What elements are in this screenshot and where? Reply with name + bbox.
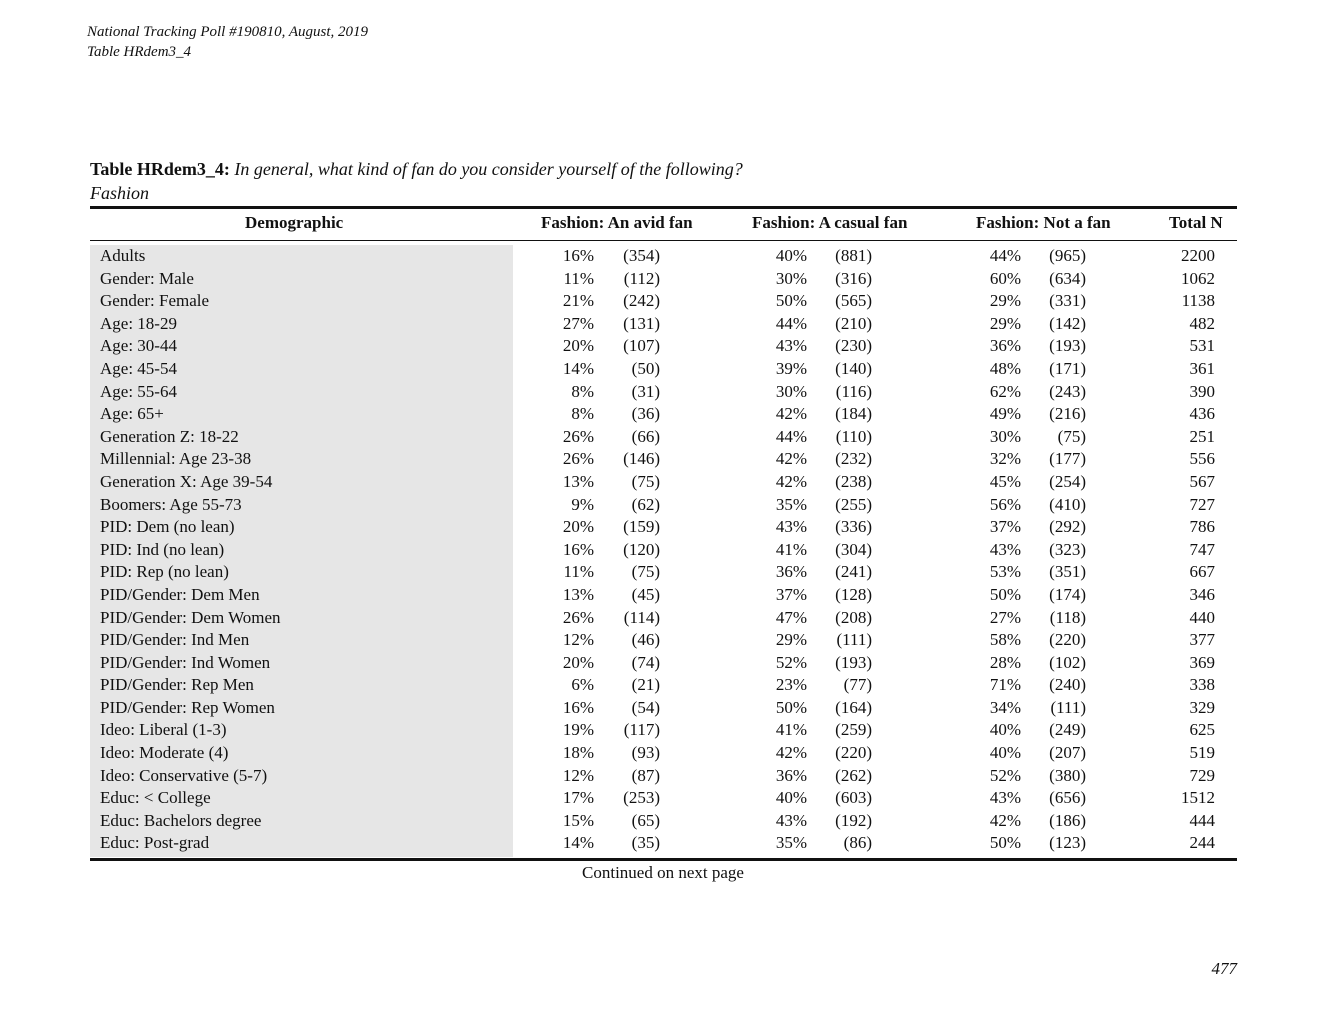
casual-percent: 30% (775, 268, 807, 288)
table-row (0, 765, 1320, 788)
total-n: 436 (1189, 404, 1215, 424)
avid-count: (131) (623, 313, 660, 333)
table-row (0, 245, 1320, 268)
not-fan-count: (656) (1049, 788, 1086, 808)
casual-count: (128) (835, 584, 872, 604)
casual-percent: 29% (775, 630, 807, 650)
casual-count: (304) (835, 539, 872, 559)
casual-count: (220) (835, 743, 872, 763)
avid-count: (253) (623, 788, 660, 808)
row-label: Educ: Bachelors degree (100, 810, 262, 830)
avid-percent: 16% (562, 246, 594, 265)
avid-count: (66) (631, 426, 660, 446)
not-fan-count: (380) (1049, 765, 1086, 785)
not-fan-percent: 62% (989, 381, 1021, 401)
table-row (0, 381, 1320, 404)
table-row (0, 810, 1320, 833)
avid-count: (62) (631, 494, 660, 514)
not-fan-percent: 30% (989, 426, 1021, 446)
avid-percent: 9% (571, 494, 594, 514)
table-row (0, 313, 1320, 336)
table-row (0, 652, 1320, 675)
casual-count: (184) (835, 404, 872, 424)
casual-count: (238) (835, 471, 872, 491)
not-fan-count: (331) (1049, 291, 1086, 311)
table-row (0, 607, 1320, 630)
not-fan-percent: 29% (989, 291, 1021, 311)
not-fan-count: (323) (1049, 539, 1086, 559)
avid-count: (35) (631, 833, 660, 853)
casual-count: (336) (835, 517, 872, 537)
table-row (0, 674, 1320, 697)
avid-percent: 16% (562, 697, 594, 717)
casual-percent: 35% (775, 833, 807, 853)
total-n: 346 (1189, 584, 1215, 604)
row-label: Educ: Post-grad (100, 833, 210, 853)
avid-count: (21) (631, 675, 660, 695)
total-n: 440 (1189, 607, 1215, 627)
casual-percent: 42% (775, 404, 807, 424)
row-label: Ideo: Moderate (4) (100, 743, 229, 763)
casual-percent: 37% (775, 584, 807, 604)
not-fan-percent: 43% (989, 539, 1021, 559)
avid-percent: 20% (562, 652, 594, 672)
table-row (0, 290, 1320, 313)
not-fan-count: (111) (1050, 697, 1086, 717)
casual-count: (881) (835, 246, 872, 265)
not-fan-percent: 60% (989, 268, 1021, 288)
caption-label: Table HRdem3_4: (90, 159, 230, 179)
total-n: 251 (1189, 426, 1215, 446)
row-label: Age: 65+ (100, 404, 164, 424)
avid-percent: 16% (562, 539, 594, 559)
not-fan-count: (965) (1049, 246, 1086, 265)
table-row (0, 403, 1320, 426)
avid-count: (75) (631, 562, 660, 582)
casual-count: (241) (835, 562, 872, 582)
not-fan-percent: 42% (989, 810, 1021, 830)
not-fan-count: (75) (1057, 426, 1086, 446)
not-fan-count: (142) (1049, 313, 1086, 333)
avid-count: (36) (631, 404, 660, 424)
avid-count: (107) (623, 336, 660, 356)
avid-percent: 6% (571, 675, 594, 695)
casual-percent: 23% (775, 675, 807, 695)
table-row (0, 426, 1320, 449)
casual-percent: 42% (775, 471, 807, 491)
not-fan-percent: 50% (989, 833, 1021, 853)
avid-percent: 17% (562, 788, 594, 808)
row-label: Boomers: Age 55-73 (100, 494, 242, 514)
row-label: Generation Z: 18-22 (100, 426, 239, 446)
total-n: 377 (1189, 630, 1215, 650)
not-fan-percent: 40% (989, 720, 1021, 740)
table-row (0, 832, 1320, 855)
not-fan-count: (216) (1049, 404, 1086, 424)
row-label: Age: 18-29 (100, 313, 177, 333)
avid-percent: 20% (562, 336, 594, 356)
col-header-avid: Fashion: An avid fan (541, 213, 693, 232)
not-fan-percent: 43% (989, 788, 1021, 808)
avid-percent: 12% (562, 630, 594, 650)
total-n: 531 (1189, 336, 1215, 356)
row-label: PID: Rep (no lean) (100, 562, 229, 582)
avid-count: (354) (623, 246, 660, 265)
not-fan-percent: 37% (989, 517, 1021, 537)
not-fan-percent: 56% (989, 494, 1021, 514)
not-fan-percent: 71% (989, 675, 1021, 695)
casual-percent: 43% (775, 336, 807, 356)
not-fan-count: (292) (1049, 517, 1086, 537)
row-label: Adults (100, 246, 146, 265)
row-label: Ideo: Conservative (5-7) (100, 765, 268, 785)
row-label: PID/Gender: Dem Men (100, 584, 260, 604)
table-row (0, 516, 1320, 539)
not-fan-count: (193) (1049, 336, 1086, 356)
casual-percent: 44% (775, 313, 807, 333)
total-n: 667 (1189, 562, 1215, 582)
avid-percent: 26% (562, 607, 594, 627)
total-n: 1138 (1181, 291, 1215, 311)
total-n: 1512 (1181, 788, 1215, 808)
not-fan-percent: 34% (989, 697, 1021, 717)
page-number: 477 (1211, 959, 1237, 978)
avid-percent: 26% (562, 449, 594, 469)
avid-percent: 13% (562, 584, 594, 604)
row-label: PID: Ind (no lean) (100, 539, 225, 559)
avid-count: (31) (631, 381, 660, 401)
casual-count: (111) (836, 630, 872, 650)
col-header-casual: Fashion: A casual fan (752, 213, 908, 232)
continued-note: Continued on next page (582, 863, 744, 882)
table-row (0, 584, 1320, 607)
avid-percent: 26% (562, 426, 594, 446)
row-label: Gender: Female (100, 291, 210, 311)
casual-percent: 39% (775, 358, 807, 378)
table-row (0, 539, 1320, 562)
table-body (0, 245, 1320, 855)
casual-percent: 35% (775, 494, 807, 514)
total-n: 390 (1189, 381, 1215, 401)
casual-count: (210) (835, 313, 872, 333)
not-fan-percent: 48% (989, 358, 1021, 378)
not-fan-count: (207) (1049, 743, 1086, 763)
not-fan-percent: 45% (989, 471, 1021, 491)
casual-count: (86) (843, 833, 872, 853)
avid-percent: 8% (571, 381, 594, 401)
avid-percent: 18% (562, 743, 594, 763)
casual-percent: 41% (775, 720, 807, 740)
table-row (0, 268, 1320, 291)
casual-count: (255) (835, 494, 872, 514)
not-fan-count: (240) (1049, 675, 1086, 695)
total-n: 2200 (1181, 246, 1215, 265)
casual-percent: 42% (775, 449, 807, 469)
avid-count: (75) (631, 471, 660, 491)
avid-count: (46) (631, 630, 660, 650)
row-label: Age: 30-44 (100, 336, 177, 356)
table-row (0, 358, 1320, 381)
total-n: 1062 (1181, 268, 1215, 288)
not-fan-percent: 49% (989, 404, 1021, 424)
casual-percent: 42% (775, 743, 807, 763)
avid-percent: 11% (563, 268, 594, 288)
avid-count: (242) (623, 291, 660, 311)
casual-percent: 47% (775, 607, 807, 627)
row-label: Age: 45-54 (100, 358, 177, 378)
not-fan-count: (177) (1049, 449, 1086, 469)
avid-percent: 15% (562, 810, 594, 830)
avid-percent: 13% (562, 471, 594, 491)
avid-percent: 12% (562, 765, 594, 785)
not-fan-percent: 32% (989, 449, 1021, 469)
avid-count: (114) (623, 607, 660, 627)
not-fan-count: (220) (1049, 630, 1086, 650)
avid-percent: 19% (562, 720, 594, 740)
total-n: 482 (1189, 313, 1215, 333)
avid-count: (50) (631, 358, 660, 378)
avid-count: (45) (631, 584, 660, 604)
table-row (0, 561, 1320, 584)
table-row (0, 494, 1320, 517)
table-caption (90, 157, 743, 205)
avid-percent: 21% (562, 291, 594, 311)
row-label: PID/Gender: Dem Women (100, 607, 281, 627)
casual-percent: 30% (775, 381, 807, 401)
not-fan-count: (254) (1049, 471, 1086, 491)
row-label: Educ: < College (100, 788, 211, 808)
not-fan-percent: 58% (989, 630, 1021, 650)
total-n: 519 (1189, 743, 1215, 763)
avid-percent: 8% (571, 404, 594, 424)
not-fan-percent: 44% (989, 246, 1021, 265)
casual-percent: 50% (775, 697, 807, 717)
not-fan-count: (410) (1049, 494, 1086, 514)
not-fan-percent: 36% (989, 336, 1021, 356)
table-top-rule (90, 206, 1237, 209)
not-fan-count: (123) (1049, 833, 1086, 853)
casual-count: (316) (835, 268, 872, 288)
not-fan-count: (118) (1049, 607, 1086, 627)
casual-count: (232) (835, 449, 872, 469)
row-label: PID/Gender: Ind Men (100, 630, 250, 650)
casual-count: (208) (835, 607, 872, 627)
col-header-demographic: Demographic (245, 213, 344, 232)
not-fan-percent: 27% (989, 607, 1021, 627)
total-n: 727 (1189, 494, 1215, 514)
casual-count: (77) (843, 675, 872, 695)
casual-count: (140) (835, 358, 872, 378)
avid-count: (112) (623, 268, 660, 288)
casual-percent: 36% (775, 765, 807, 785)
casual-count: (565) (835, 291, 872, 311)
casual-percent: 44% (775, 426, 807, 446)
casual-percent: 40% (775, 246, 807, 265)
avid-percent: 20% (562, 517, 594, 537)
not-fan-count: (634) (1049, 268, 1086, 288)
casual-count: (116) (835, 381, 872, 401)
not-fan-percent: 50% (989, 584, 1021, 604)
row-label: Ideo: Liberal (1-3) (100, 720, 227, 740)
casual-percent: 43% (775, 517, 807, 537)
row-label: PID/Gender: Rep Women (100, 697, 275, 717)
total-n: 556 (1189, 449, 1215, 469)
row-label: PID: Dem (no lean) (100, 517, 235, 537)
avid-count: (120) (623, 539, 660, 559)
not-fan-count: (174) (1049, 584, 1086, 604)
total-n: 244 (1189, 833, 1215, 853)
not-fan-percent: 40% (989, 743, 1021, 763)
total-n: 361 (1189, 358, 1215, 378)
caption-subject: Fashion (90, 183, 150, 203)
col-header-total: Total N (1169, 213, 1223, 232)
header-rule (90, 240, 1237, 241)
avid-count: (146) (623, 449, 660, 469)
not-fan-count: (249) (1049, 720, 1086, 740)
row-label: PID/Gender: Rep Men (100, 675, 254, 695)
table-bottom-rule (90, 858, 1237, 861)
not-fan-percent: 28% (989, 652, 1021, 672)
casual-percent: 36% (775, 562, 807, 582)
avid-count: (93) (631, 743, 660, 763)
total-n: 747 (1189, 539, 1215, 559)
casual-count: (262) (835, 765, 872, 785)
row-label: Generation X: Age 39-54 (100, 471, 273, 491)
not-fan-count: (102) (1049, 652, 1086, 672)
avid-count: (159) (623, 517, 660, 537)
not-fan-count: (171) (1049, 358, 1086, 378)
casual-percent: 52% (775, 652, 807, 672)
row-label: Age: 55-64 (100, 381, 177, 401)
row-label: PID/Gender: Ind Women (100, 652, 271, 672)
table-id: Table HRdem3_4 (87, 44, 192, 60)
total-n: 329 (1189, 697, 1215, 717)
total-n: 369 (1189, 652, 1215, 672)
table-row (0, 335, 1320, 358)
table-row (0, 742, 1320, 765)
total-n: 567 (1189, 471, 1215, 491)
not-fan-count: (186) (1049, 810, 1086, 830)
casual-count: (110) (835, 426, 872, 446)
table-row (0, 448, 1320, 471)
total-n: 338 (1189, 675, 1215, 695)
casual-count: (230) (835, 336, 872, 356)
not-fan-count: (243) (1049, 381, 1086, 401)
casual-percent: 40% (775, 788, 807, 808)
total-n: 444 (1189, 810, 1215, 830)
total-n: 729 (1189, 765, 1215, 785)
col-header-not-fan: Fashion: Not a fan (976, 213, 1111, 232)
table-row (0, 787, 1320, 810)
avid-percent: 27% (562, 313, 594, 333)
table-row (0, 697, 1320, 720)
casual-percent: 50% (775, 291, 807, 311)
avid-count: (54) (631, 697, 660, 717)
not-fan-count: (351) (1049, 562, 1086, 582)
casual-percent: 41% (775, 539, 807, 559)
casual-count: (164) (835, 697, 872, 717)
total-n: 786 (1189, 517, 1215, 537)
avid-percent: 14% (562, 833, 594, 853)
casual-percent: 43% (775, 810, 807, 830)
row-label: Gender: Male (100, 268, 194, 288)
not-fan-percent: 29% (989, 313, 1021, 333)
avid-percent: 11% (563, 562, 594, 582)
poll-title: National Tracking Poll #190810, August, 2019 (87, 24, 368, 40)
casual-count: (193) (835, 652, 872, 672)
casual-count: (259) (835, 720, 872, 740)
casual-count: (192) (835, 810, 872, 830)
avid-count: (65) (631, 810, 660, 830)
table-row (0, 719, 1320, 742)
table-row (0, 471, 1320, 494)
avid-count: (117) (623, 720, 660, 740)
avid-count: (74) (631, 652, 660, 672)
caption-question: In general, what kind of fan do you consider yourself of the following? (234, 159, 743, 179)
avid-percent: 14% (562, 358, 594, 378)
not-fan-percent: 53% (989, 562, 1021, 582)
avid-count: (87) (631, 765, 660, 785)
casual-count: (603) (835, 788, 872, 808)
table-row (0, 629, 1320, 652)
not-fan-percent: 52% (989, 765, 1021, 785)
row-label: Millennial: Age 23-38 (100, 449, 252, 469)
total-n: 625 (1189, 720, 1215, 740)
